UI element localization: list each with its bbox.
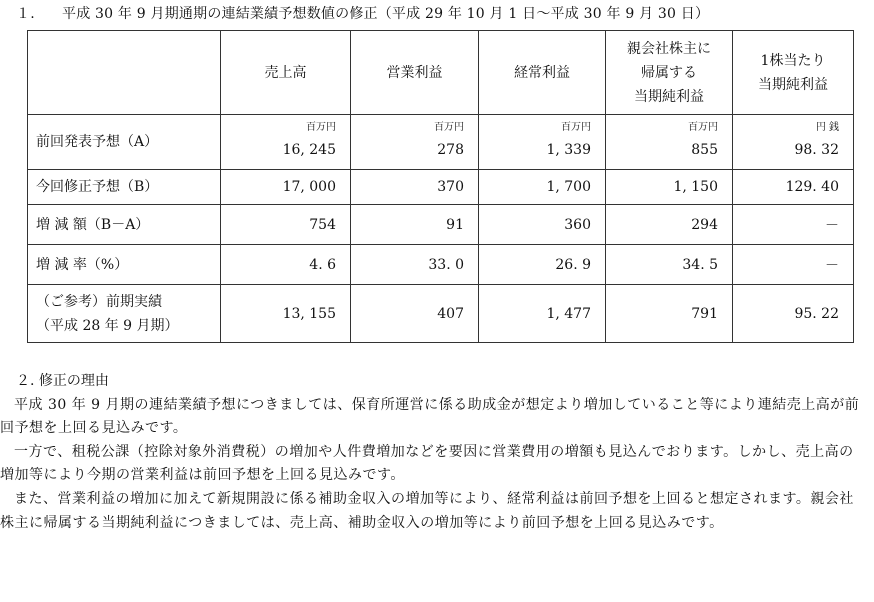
table-cell: 1, 477: [479, 285, 606, 343]
table-cell: －: [733, 245, 854, 285]
reason-paragraph: また、営業利益の増加に加えて新規開設に係る補助金収入の増加等により、経常利益は前回予想を上回ると想定されます。親会社株主に帰属する当期純利益につきましては、売上高、補助金収入の増加等により前回予想を上回る見込みです。: [0, 490, 854, 531]
table-cell: 95. 22: [733, 285, 854, 343]
column-header: 経常利益: [479, 31, 606, 115]
table-cell: 34. 5: [606, 245, 733, 285]
corner-cell: [28, 31, 221, 115]
table-cell: 円 銭 98. 32: [733, 115, 854, 170]
table-row: [28, 115, 854, 170]
row-label: 前回発表予想（A）: [28, 115, 221, 170]
table-row: [28, 245, 854, 285]
column-header: 営業利益: [351, 31, 479, 115]
table-cell: 91: [351, 205, 479, 245]
forecast-revision-table: [27, 30, 854, 343]
table-cell: 370: [351, 170, 479, 205]
table-cell: 360: [479, 205, 606, 245]
table-cell: 26. 9: [479, 245, 606, 285]
row-label: （ご参考）前期実績 （平成 28 年 9 月期）: [28, 285, 221, 343]
reason-paragraph: 一方で、租税公課（控除対象外消費税）の増加や人件費増加などを要因に営業費用の増額も見込んでおります。しかし、売上高の増加等により今期の営業利益は前回予想を上回る見込みです。: [0, 443, 854, 484]
table-cell: 百万円 16, 245: [221, 115, 351, 170]
table-cell: 1, 150: [606, 170, 733, 205]
table-cell: 13, 155: [221, 285, 351, 343]
table-cell: 17, 000: [221, 170, 351, 205]
section-number: １.: [16, 6, 35, 22]
table-cell: 791: [606, 285, 733, 343]
table-row: [28, 170, 854, 205]
column-header: 売上高: [221, 31, 351, 115]
table-cell: 百万円 278: [351, 115, 479, 170]
table-cell: 129. 40: [733, 170, 854, 205]
table-cell: 百万円 1, 339: [479, 115, 606, 170]
section-heading: [16, 4, 709, 24]
section-title: 平成 30 年 9 月期通期の連結業績予想数値の修正（平成 29 年 10 月 1 日～平成 30 年 9 月 30 日）: [62, 6, 710, 22]
table-cell: 754: [221, 205, 351, 245]
table-row: [28, 285, 854, 343]
table-row: [28, 205, 854, 245]
reason-paragraph: 平成 30 年 9 月期の連結業績予想につきましては、保育所運営に係る助成金が想定より増加していること等により連結売上高が前回予想を上回る見込みです。: [0, 396, 860, 437]
table-cell: 百万円 855: [606, 115, 733, 170]
table-cell: 33. 0: [351, 245, 479, 285]
reason-title: ２. 修正の理由: [16, 373, 109, 389]
table-cell: 294: [606, 205, 733, 245]
table-header-row: [28, 31, 854, 115]
table-cell: －: [733, 205, 854, 245]
table-cell: 1, 700: [479, 170, 606, 205]
revision-reason-section: [0, 370, 860, 535]
table-cell: 4. 6: [221, 245, 351, 285]
row-label: 増 減 額（B－A）: [28, 205, 221, 245]
row-label: 増 減 率（%）: [28, 245, 221, 285]
column-header: 親会社株主に 帰属する 当期純利益: [606, 31, 733, 115]
column-header: 1株当たり 当期純利益: [733, 31, 854, 115]
row-label: 今回修正予想（B）: [28, 170, 221, 205]
table-cell: 407: [351, 285, 479, 343]
